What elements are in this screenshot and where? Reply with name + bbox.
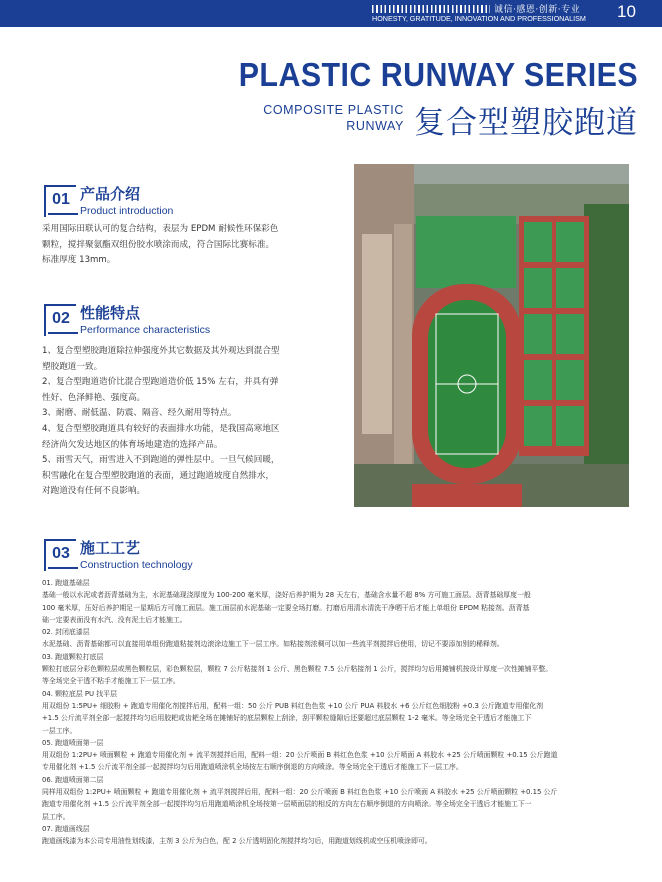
stadium-illustration — [354, 164, 629, 507]
features-line: 对跑道没有任何不良影响。 — [42, 486, 146, 497]
subtitle-cn: 复合型塑胶跑道 — [414, 105, 638, 141]
intro-line: 颗粒，搅拌聚氨酯双组份胶水喷涂而成，符合国际比赛标准。 — [42, 239, 275, 250]
subtitle-en-line2: RUNWAY — [346, 119, 404, 133]
construction-line: 01. 跑道基础层 — [42, 579, 90, 587]
construction-line: 等全场完全干透不粘手才能施工下一层工序。 — [42, 677, 180, 686]
section-number-01: 01 — [48, 189, 74, 211]
construction-line: 一层工序。 — [42, 726, 77, 735]
header-bar — [0, 0, 662, 27]
subtitle-en-line1: COMPOSITE PLASTIC — [263, 103, 404, 117]
stadium-aerial-photo — [354, 164, 629, 507]
construction-line: 跑道专用催化剂 +1.5 公斤流平剂全部一起搅拌均匀后用跑道喷涂机全场按第一层喷面层的相反的方向左右顺序倒退的方向喷涂。等全场完全干透后才能施工下一 — [42, 800, 532, 809]
features-line: 3、耐磨、耐低温、防震、隔音、经久耐用等特点。 — [42, 408, 237, 419]
intro-line: 标准厚度 13mm。 — [42, 255, 116, 266]
construction-line: 04. 颗粒底层 PU 找平层 — [42, 689, 117, 698]
features-line: 1、复合型塑胶跑道除拉伸强度外其它数据及其外观达到混合型 — [42, 346, 280, 356]
construction-line: 同样用双组份 1:2PU+ 喷面颗粒 + 跑道专用催化剂 + 流平剂搅拌后用，配料一组：20 公斤喷面 B 料红色色浆 +10 公斤喷面 A 料胶水 +25 公斤喷面颗粒 +0.15 公斤 — [42, 788, 558, 797]
section-number-03: 03 — [48, 543, 74, 565]
construction-line: 03. 跑道颗粒打底层 — [42, 652, 104, 661]
construction-line: 跑道画线漆为本公司专用油性划线漆，主剂 3 公斤为白色，配 2 公斤透明固化剂搅拌均匀后，用跑道划线机或空压机喷涂即可。 — [42, 837, 432, 846]
header-slogan-en: HONESTY, GRATITUDE, INNOVATION AND PROFESSIONALISM — [372, 14, 586, 23]
construction-line: 颗粒打底层分彩色颗粒层或黑色颗粒层，彩色颗粒层，颗粒 7 公斤粘接剂 1 公斤、黑色颗粒 7.5 公斤粘接剂 1 公斤，搅拌均匀后用摊铺机按设计厚度一次性摊铺平整。 — [42, 665, 553, 674]
features-line: 积雪融化在复合型塑胶跑道的表面，通过跑道坡度自然排水， — [42, 470, 275, 481]
features-line: 4、复合型塑胶跑道具有较好的表面排水功能，是我国高寒地区 — [42, 423, 280, 434]
barcode-decoration — [372, 5, 490, 13]
features-line: 经济尚欠发达地区的体育场地建造的选择产品。 — [42, 439, 223, 450]
construction-line: 基础一般以水泥或者沥青基础为主，水泥基础现浇厚度为 100-200 毫米厚，浇好后养护期为 28 天左右，基础含水量不超 8% 方可施工面层。沥青基础厚度一般 — [42, 591, 531, 600]
construction-line: 水泥基础、沥青基础都可以直接用单组份跑道粘接剂边滚涂边施工下一层工序。如粘接剂浓稠可以加一些流平剂搅拌后使用，切记不要添加别的稀释剂。 — [42, 640, 504, 649]
subtitle-en — [263, 102, 404, 134]
features-text — [42, 344, 347, 500]
section-subtitle-features: Performance characteristics — [80, 324, 211, 336]
construction-line: 02. 封闭底漆层 — [42, 628, 90, 637]
construction-line: 础一定要表面没有水汽、没有泥土后才能施工。 — [42, 615, 187, 624]
intro-line: 采用国际田联认可的复合结构，表层为 EPDM 耐候性环保彩色 — [42, 224, 279, 234]
construction-text — [42, 577, 640, 848]
construction-line: 05. 跑道喷面第一层 — [42, 738, 104, 747]
construction-line: 06. 跑道喷面第二层 — [42, 775, 104, 784]
intro-text — [42, 222, 342, 269]
construction-line: 用双组份 1:2PU+ 喷面颗粒 + 跑道专用催化剂 + 流平剂搅拌后用，配料一组：20 公斤喷面 B 料红色色浆 +10 公斤喷面 A 料胶水 +25 公斤喷面颗粒 +0.15 公斤跑道 — [42, 751, 558, 760]
construction-line: 用双组份 1:5PU+ 细胶粉 + 跑道专用催化剂搅拌后用，配料一组：50 公斤 PUB 料红色色浆 +10 公斤 PUA 料胶水 +6 公斤红色细胶粉 +0.3 公斤跑道专用催化剂 — [42, 701, 544, 710]
section-title-features: 性能特点 — [80, 304, 141, 322]
construction-line: 专用催化剂 +1.5 公斤流平剂全部一起搅拌均匀后用跑道喷涂机全场按左右顺序倒退的方向喷涂。等全场完全干透后才能施工下一层工序。 — [42, 763, 463, 772]
construction-line: +1.5 公斤流平剂全部一起搅拌均匀后用胶耙或齿耙全场在摊铺好的底层颗粒上刮涂，刮平颗粒缝隙后还要超过底层颗粒 1-2 毫米。等全场完全干透后才能施工下 — [42, 714, 532, 723]
header-slogan-cn: 诚信·感恩·创新·专业 — [494, 5, 581, 15]
section-subtitle-construction: Construction technology — [80, 559, 193, 571]
features-line: 性好、色泽鲜艳、强度高。 — [42, 392, 146, 403]
construction-line: 100 毫米厚，压好后养护期足一星期后方可施工面层。施工面层前水泥基础一定要全场打磨。打磨后用清水清洗干净晒干后才能上单组份 EPDM 粘接剂。沥青基 — [42, 603, 530, 612]
section-title-construction: 施工工艺 — [80, 539, 141, 557]
construction-line: 层工序。 — [42, 812, 70, 821]
section-subtitle-intro: Product introduction — [80, 205, 174, 217]
features-line: 塑胶跑道一致。 — [42, 361, 103, 372]
series-title: PLASTIC RUNWAY SERIES — [238, 56, 638, 93]
features-line: 5、雨雪天气，雨雪进入不到跑道的弹性层中。一旦气候回暖， — [42, 455, 280, 466]
section-number-02: 02 — [48, 308, 74, 330]
section-title-intro: 产品介绍 — [80, 185, 141, 203]
construction-line: 07. 跑道画线层 — [42, 824, 90, 833]
page-number: 10 — [617, 2, 636, 21]
features-line: 2、复合型跑道造价比混合型跑道造价低 15% 左右，并具有弹 — [42, 377, 279, 388]
